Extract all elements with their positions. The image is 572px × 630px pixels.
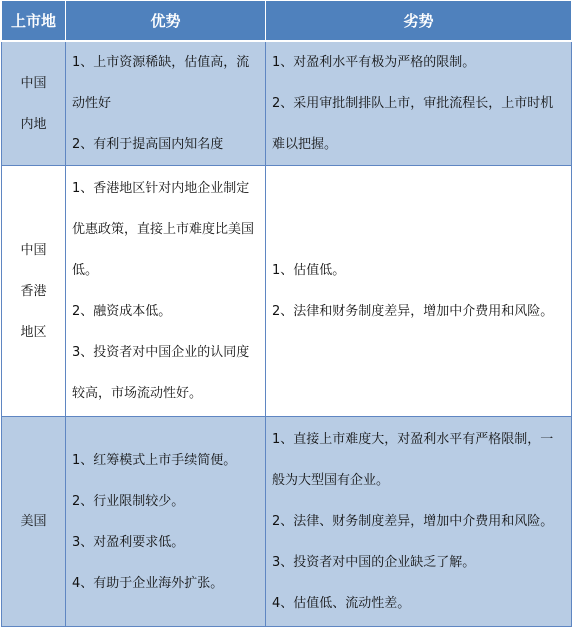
disadvantage-item: 4、估值低、流动性差。 — [272, 596, 411, 611]
region-cell — [2, 166, 66, 417]
advantages-cell — [66, 417, 266, 627]
disadvantages-cell — [266, 166, 572, 417]
table-row — [2, 166, 572, 417]
advantage-item: 3、投资者对中国企业的认同度较高，市场流动性好。 — [72, 345, 250, 401]
advantage-item: 1、香港地区针对内地企业制定优惠政策，直接上市难度比美国低。 — [72, 181, 255, 278]
advantage-item: 2、行业限制较少。 — [72, 493, 185, 509]
header-row — [2, 1, 572, 42]
disadvantages-cell — [266, 417, 572, 627]
advantage-item: 3、对盈利要求低。 — [72, 534, 185, 550]
advantage-item: 2、融资成本低。 — [72, 304, 172, 319]
advantage-item: 4、有助于企业海外扩张。 — [72, 575, 224, 591]
region-line: 美国 — [20, 514, 47, 529]
disadvantage-item: 1、估值低。 — [272, 263, 346, 278]
header-market: 上市地 — [2, 1, 66, 42]
region-cell — [2, 41, 66, 166]
comparison-table — [1, 0, 572, 627]
advantages-cell — [66, 41, 266, 166]
disadvantage-item: 2、法律和财务制度差异，增加中介费用和风险。 — [272, 304, 554, 319]
advantage-item: 1、红筹模式上市手续简便。 — [72, 452, 237, 468]
region-line: 地区 — [20, 324, 47, 340]
disadvantage-item: 1、直接上市难度大，对盈利水平有严格限制，一般为大型国有企业。 — [272, 432, 554, 488]
advantage-item: 2、有利于提高国内知名度 — [72, 137, 224, 152]
region-cell — [2, 417, 66, 627]
table-row — [2, 41, 572, 166]
disadvantage-item: 1、对盈利水平有极为严格的限制。 — [272, 55, 476, 70]
region-line: 中国 — [20, 242, 47, 258]
disadvantage-item: 3、投资者对中国的企业缺乏了解。 — [272, 555, 476, 570]
table-row — [2, 417, 572, 627]
advantages-cell — [66, 166, 266, 417]
disadvantages-cell — [266, 41, 572, 166]
advantage-item: 1、上市资源稀缺，估值高，流动性好 — [72, 55, 250, 111]
region-line: 内地 — [20, 116, 47, 132]
header-disadvantages: 劣势 — [266, 1, 572, 42]
region-line: 中国 — [20, 75, 47, 91]
region-line: 香港 — [20, 283, 47, 299]
disadvantage-item: 2、法律、财务制度差异，增加中介费用和风险。 — [272, 514, 554, 529]
disadvantage-item: 2、采用审批制排队上市，审批流程长，上市时机难以把握。 — [272, 96, 554, 152]
header-advantages: 优势 — [66, 1, 266, 42]
